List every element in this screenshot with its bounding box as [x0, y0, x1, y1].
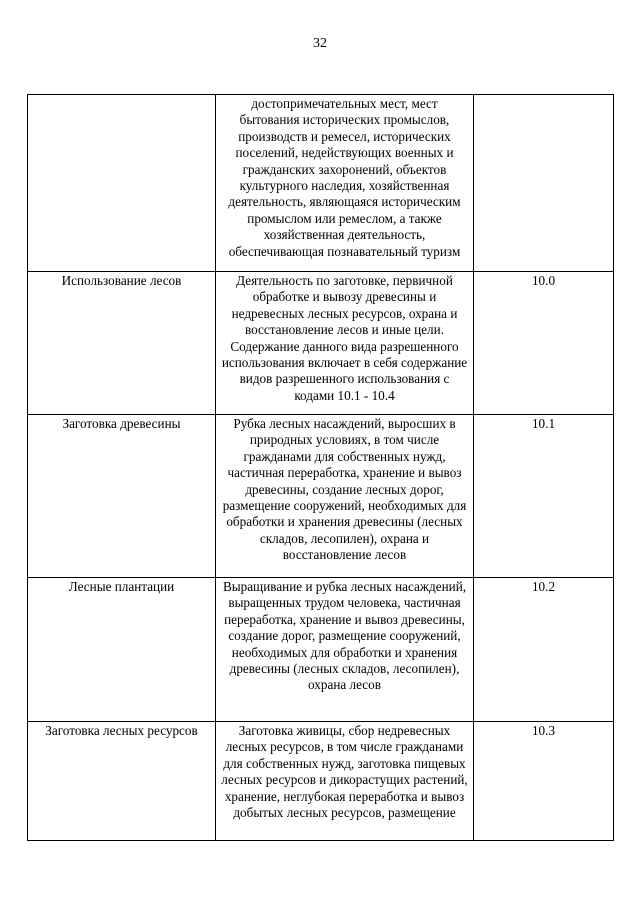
- use-type-description: достопримечательных мест, мест бытования исторических промыслов, производств и ремесел, исторических поселений, недействующих военных и гражданских захоронений, объектов культурного наследия, хозяйственная деятельность, являющаяся историческим промыслом или ремеслом, а также хозяйственная деятельность, обеспечивающая познавательный туризм: [216, 95, 474, 272]
- table-row: [28, 95, 614, 272]
- use-type-code: 10.2: [474, 578, 614, 722]
- use-type-name: [28, 95, 216, 272]
- table-row: [28, 272, 614, 415]
- use-type-description: Деятельность по заготовке, первичной обработке и вывозу древесины и недревесных лесных ресурсов, охрана и восстановление лесов и иные цели. Содержание данного вида разрешенного использования включает в себя содержание видов разрешенного использования с кодами 10.1 - 10.4: [216, 272, 474, 415]
- use-type-description: Рубка лесных насаждений, выросших в природных условиях, в том числе гражданами для собственных нужд, частичная переработка, хранение и вывоз древесины, создание лесных дорог, размещение сооружений, необходимых для обработки и хранения древесины (лесных складов, лесопилен), охрана и восстановление лесов: [216, 415, 474, 578]
- use-type-code: 10.0: [474, 272, 614, 415]
- table-row: [28, 722, 614, 841]
- land-use-table: [27, 94, 614, 841]
- table-row: [28, 578, 614, 722]
- page-number: 32: [313, 36, 327, 51]
- use-type-description: Выращивание и рубка лесных насаждений, выращенных трудом человека, частичная переработка, хранение и вывоз древесины, создание дорог, размещение сооружений, необходимых для обработки и хранения древесины (лесных складов, лесопилен), охрана лесов: [216, 578, 474, 722]
- use-type-code: 10.3: [474, 722, 614, 841]
- use-type-description: Заготовка живицы, сбор недревесных лесных ресурсов, в том числе гражданами для собственных нужд, заготовка пищевых лесных ресурсов и дикорастущих растений, хранение, неглубокая переработка и вывоз добытых лесных ресурсов, размещение: [216, 722, 474, 841]
- use-type-name: Лесные плантации: [28, 578, 216, 722]
- use-type-name: Заготовка древесины: [28, 415, 216, 578]
- use-type-name: Заготовка лесных ресурсов: [28, 722, 216, 841]
- use-type-code: [474, 95, 614, 272]
- use-type-name: Использование лесов: [28, 272, 216, 415]
- table-row: [28, 415, 614, 578]
- use-type-code: 10.1: [474, 415, 614, 578]
